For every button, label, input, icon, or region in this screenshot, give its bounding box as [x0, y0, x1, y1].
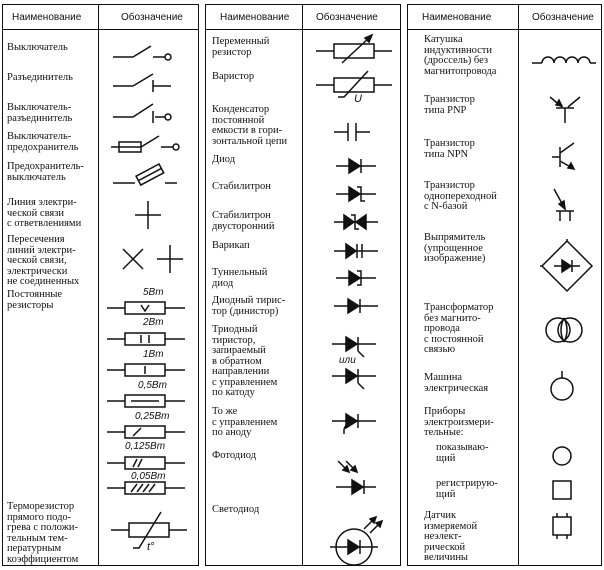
label-unijunction-transistor: Транзистор однопереходной с N-базой — [424, 180, 497, 212]
label-pnp-transistor: Транзистор типа PNP — [424, 94, 475, 116]
thyristor-or-label: или — [339, 355, 356, 366]
label-switch: Выключатель — [7, 42, 68, 53]
table-1-header — [3, 5, 198, 30]
sensor-symbol — [551, 511, 577, 541]
label-varistor: Варистор — [212, 71, 255, 82]
header-name: Наименование — [422, 12, 492, 23]
switch-fuse-symbol — [111, 133, 191, 157]
resistor-watt-label: 0,5Вт — [138, 380, 167, 391]
header-name: Наименование — [220, 12, 290, 23]
label-switch-fuse: Выключатель- предохранитель — [7, 131, 79, 153]
label-triode-thyristor: Триодный тиристор, запираемый в обратном направлении с управлением по катоду — [212, 324, 278, 398]
varistor-u-label: U — [354, 93, 362, 105]
variable-resistor-symbol — [316, 33, 396, 67]
label-line-branch: Линия электри- ческой связи с ответвлениями — [7, 197, 82, 229]
label-fuse-switch: Предохранитель- выключатель — [7, 161, 84, 183]
label-varicap: Варикап — [212, 240, 250, 251]
thyristor-cathode-alt-symbol — [332, 367, 382, 391]
label-line-crossing: Пересечения линий электри- ческой связи, электрически не соединенных — [7, 234, 80, 287]
dinistor-symbol — [334, 297, 382, 315]
diode-symbol — [336, 157, 380, 175]
header-designation: Обозначение — [121, 12, 183, 23]
table-3-header — [408, 5, 601, 30]
resistor-watt-label: 0,05Вт — [131, 471, 166, 482]
label-bidirectional-zener: Стабилитрон двусторонний — [212, 210, 275, 232]
photodiode-symbol — [336, 459, 380, 499]
label-variable-resistor: Переменный резистор — [212, 36, 270, 58]
label-thermistor: Терморезистор прямого подо- грева с положи- тельным тем- пературным коэффициентом — [7, 501, 79, 565]
header-designation: Обозначение — [532, 12, 594, 23]
label-recording: регистрирую- щий — [436, 478, 498, 500]
label-inductor: Катушка индуктивности (дроссель) без магнитопровода — [424, 34, 497, 77]
resistor-watt-label: 0,125Вт — [125, 441, 166, 452]
switch-disconnector-symbol — [113, 99, 183, 123]
label-photodiode: Фотодиод — [212, 450, 257, 461]
fixed-resistors-symbol — [107, 298, 187, 498]
resistor-watt-label: 2Вт — [143, 317, 164, 328]
indicating-instrument-symbol — [551, 445, 575, 469]
resistor-watt-label: 0,25Вт — [135, 411, 170, 422]
thermistor-t-label: t° — [147, 541, 155, 553]
npn-transistor-symbol — [544, 135, 588, 171]
label-switch-disconnector: Выключатель- разъединитель — [7, 102, 73, 124]
resistor-watt-label: 5Вт — [143, 287, 164, 298]
label-measuring-instruments: Приборы электроизмери- тельные: — [424, 406, 494, 438]
label-disconnector: Разъединитель — [7, 72, 73, 83]
label-led: Светодиод — [212, 504, 260, 515]
label-transformer: Трансформатор без магнито- провода с постоянной связью — [424, 302, 494, 355]
label-capacitor: Конденсатор постоянной емкости в гори- зонтальной цепи — [212, 104, 288, 147]
label-thyristor-anode: То же с управлением по аноду — [212, 406, 278, 438]
rectifier-symbol — [540, 239, 594, 293]
capacitor-symbol — [334, 121, 374, 143]
switch-symbol — [113, 43, 183, 63]
table-2 — [205, 4, 401, 566]
label-zener: Стабилитрон — [212, 181, 271, 192]
inductor-symbol — [532, 49, 598, 69]
label-sensor: Датчик измеряемой неэлект- рической величины — [424, 510, 478, 563]
pnp-transistor-symbol — [544, 91, 588, 127]
header-name: Наименование — [12, 12, 82, 23]
label-npn-transistor: Транзистор типа NPN — [424, 138, 475, 160]
unijunction-transistor-symbol — [548, 185, 588, 225]
recording-instrument-symbol — [551, 479, 575, 503]
resistor-watt-label: 1Вт — [143, 349, 164, 360]
varicap-symbol — [334, 242, 382, 260]
line-branch-symbol — [135, 201, 165, 231]
label-electric-machine: Машина электрическая — [424, 372, 489, 394]
table-3 — [407, 4, 602, 566]
thyristor-anode-symbol — [332, 407, 382, 435]
label-rectifier: Выпрямитель (упрощенное изображение) — [424, 232, 486, 264]
label-tunnel-diode: Туннельный диод — [212, 267, 268, 289]
label-indicating: показываю- щий — [436, 442, 489, 464]
led-symbol — [330, 511, 394, 567]
table-2-header — [206, 5, 400, 30]
label-diode: Диод — [212, 154, 236, 165]
electric-machine-symbol — [548, 371, 578, 403]
label-fixed-resistors: Постоянные резисторы — [7, 289, 63, 311]
bidirectional-zener-symbol — [334, 213, 382, 231]
line-crossing-symbol — [123, 245, 193, 275]
fuse-switch-symbol — [113, 161, 193, 189]
table-1 — [2, 4, 199, 566]
header-designation: Обозначение — [316, 12, 378, 23]
zener-symbol — [336, 185, 380, 203]
transformer-symbol — [544, 313, 588, 347]
label-dinistor: Диодный тирис- тор (динистор) — [212, 295, 286, 317]
tunnel-diode-symbol — [336, 269, 380, 287]
disconnector-symbol — [113, 69, 183, 93]
